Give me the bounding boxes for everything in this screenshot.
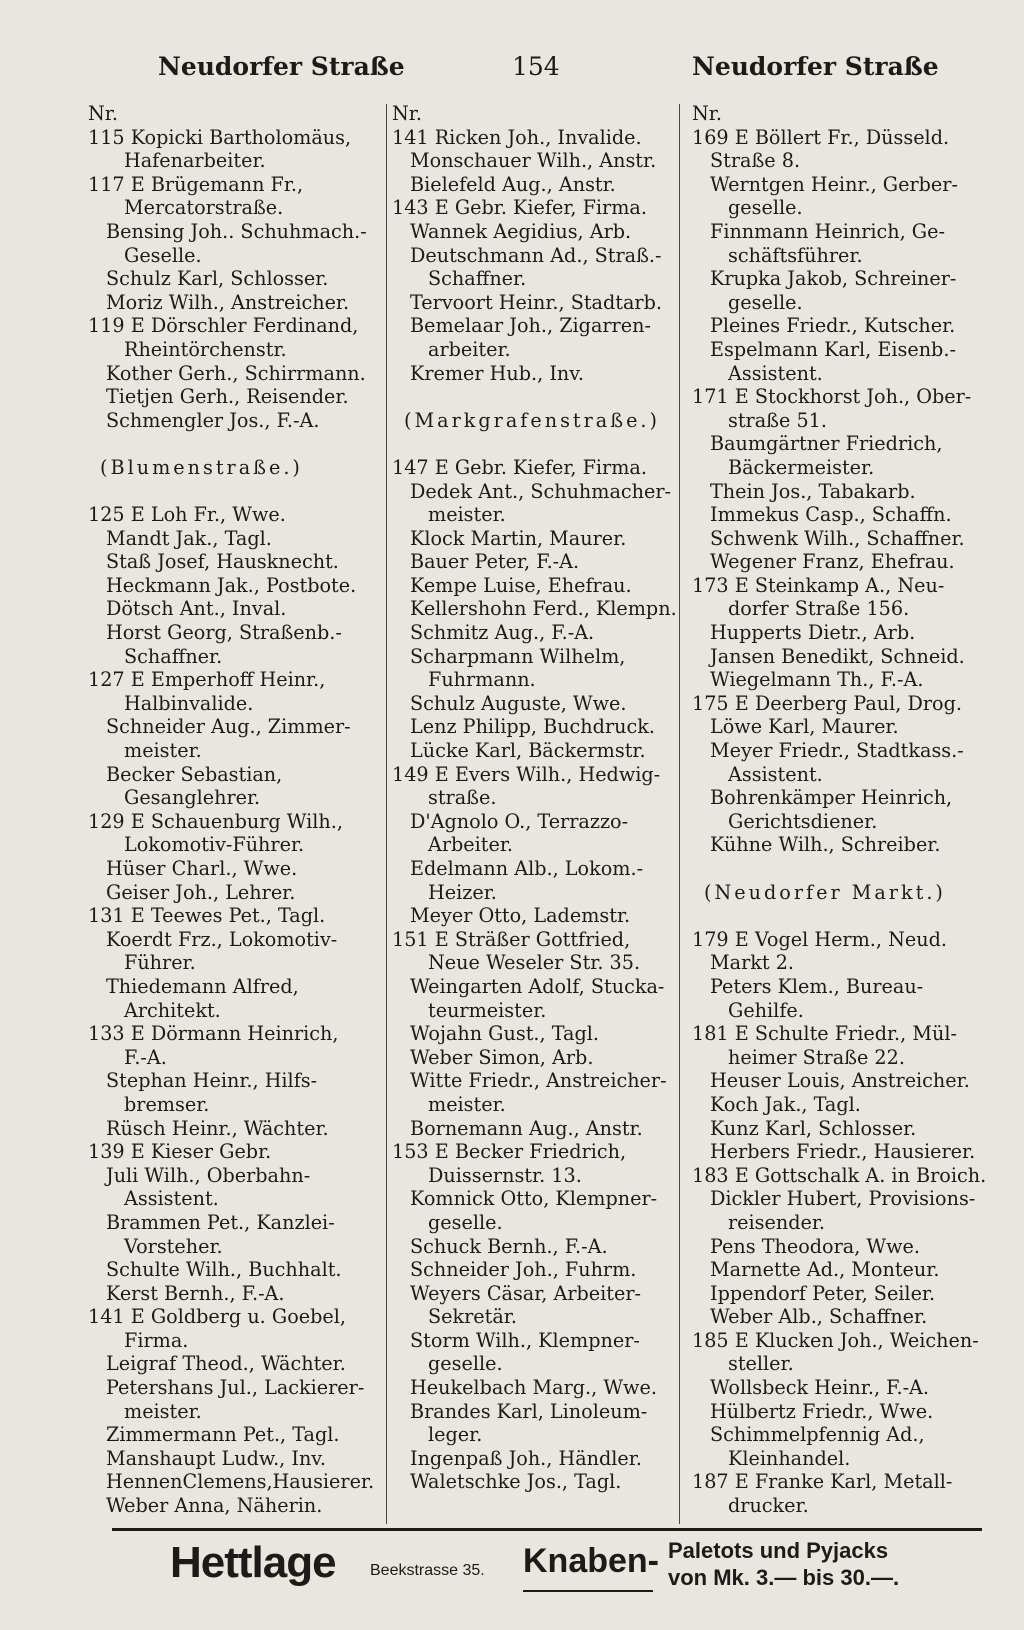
street-section-heading: (Markgrafenstraße.) xyxy=(404,408,661,432)
resident-entry: Kellershohn Ferd., Klempn. xyxy=(410,597,677,621)
house-number-entry: 153 E Becker Friedrich, xyxy=(392,1140,627,1164)
resident-entry: Ippendorf Peter, Seiler. xyxy=(710,1281,936,1305)
house-number-entry: 129 E Schauenburg Wilh., xyxy=(88,809,343,833)
entry-continuation: bremser. xyxy=(124,1092,210,1116)
footer-divider xyxy=(112,1528,982,1531)
resident-entry: Moriz Wilh., Anstreicher. xyxy=(106,290,350,314)
house-number-entry: 179 E Vogel Herm., Neud. xyxy=(692,927,947,951)
resident-entry: Monschauer Wilh., Anstr. xyxy=(410,149,657,173)
resident-entry: Schuck Bernh., F.-A. xyxy=(410,1234,608,1258)
spacer xyxy=(692,857,997,881)
resident-entry: Meyer Friedr., Stadtkass.- xyxy=(710,739,964,763)
spacer xyxy=(392,385,684,409)
entry-continuation: Assistent. xyxy=(728,361,823,385)
resident-entry: Mandt Jak., Tagl. xyxy=(106,526,272,550)
entry-continuation: Gesanglehrer. xyxy=(124,786,261,810)
entry-continuation: geselle. xyxy=(728,196,803,220)
entry-continuation: straße. xyxy=(428,786,497,810)
resident-entry: Weingarten Adolf, Stucka- xyxy=(410,974,665,998)
resident-entry: Baumgärtner Friedrich, xyxy=(710,432,943,456)
spacer xyxy=(692,904,997,928)
resident-entry: Immekus Casp., Schaffn. xyxy=(710,503,952,527)
entry-continuation: Schaffner. xyxy=(124,644,223,668)
resident-entry: Kother Gerh., Schirrmann. xyxy=(106,361,366,385)
entry-continuation: Hafenarbeiter. xyxy=(124,149,266,173)
resident-entry: Marnette Ad., Monteur. xyxy=(710,1258,940,1282)
resident-entry: Zimmermann Pet., Tagl. xyxy=(106,1423,340,1447)
entry-continuation: reisender. xyxy=(728,1210,826,1234)
entry-continuation: Assistent. xyxy=(728,762,823,786)
resident-entry: Brammen Pet., Kanzlei- xyxy=(106,1210,335,1234)
resident-entry: Dickler Hubert, Provisions- xyxy=(710,1187,976,1211)
left-running-title: Neudorfer Straße xyxy=(158,52,405,81)
entry-continuation: Architekt. xyxy=(124,998,221,1022)
advertisement xyxy=(0,1538,1024,1598)
resident-entry: Rüsch Heinr., Wächter. xyxy=(106,1116,329,1140)
resident-entry: Tietjen Gerh., Reisender. xyxy=(106,385,349,409)
resident-entry: Schmengler Jos., F.-A. xyxy=(106,408,320,432)
page-number: 154 xyxy=(512,52,560,81)
spacer xyxy=(88,432,388,456)
resident-entry: Weber Anna, Näherin. xyxy=(106,1494,323,1518)
resident-entry: Dötsch Ant., Inval. xyxy=(106,597,287,621)
house-number-entry: 115 Kopicki Bartholomäus, xyxy=(88,125,352,149)
resident-entry: Bauer Peter, F.-A. xyxy=(410,550,580,574)
entry-continuation: Geselle. xyxy=(124,243,202,267)
entry-continuation: Assistent. xyxy=(124,1187,219,1211)
resident-entry: Edelmann Alb., Lokom.- xyxy=(410,857,644,880)
house-number-entry: 139 E Kieser Gebr. xyxy=(88,1140,272,1164)
resident-entry: Dedek Ant., Schuhmacher- xyxy=(410,479,672,503)
entry-continuation: drucker. xyxy=(728,1494,809,1518)
entry-continuation: steller. xyxy=(728,1352,794,1376)
ad-prices: von Mk. 3.— bis 30.—. xyxy=(668,1565,900,1590)
resident-entry: Stephan Heinr., Hilfs- xyxy=(106,1069,318,1093)
street-section-heading: (Neudorfer Markt.) xyxy=(704,880,946,904)
spacer xyxy=(392,432,684,456)
resident-entry: Brandes Karl, Linoleum- xyxy=(410,1399,648,1423)
entry-continuation: Kleinhandel. xyxy=(728,1446,851,1470)
entry-continuation: dorfer Straße 156. xyxy=(728,597,910,621)
resident-entry: Scharpmann Wilhelm, xyxy=(410,644,626,668)
entry-continuation: geselle. xyxy=(728,290,803,314)
entry-continuation: Heizer. xyxy=(428,880,497,904)
entry-continuation: Fuhrmann. xyxy=(428,668,536,692)
resident-entry: Peters Klem., Bureau- xyxy=(710,974,924,998)
resident-entry: Pens Theodora, Wwe. xyxy=(710,1234,921,1258)
entry-continuation: Gehilfe. xyxy=(728,998,804,1022)
resident-entry: Thiedemann Alfred, xyxy=(106,974,299,998)
resident-entry: Heuser Louis, Anstreicher. xyxy=(710,1069,970,1093)
resident-entry: Werntgen Heinr., Gerber- xyxy=(710,172,958,196)
resident-entry: Ingenpaß Joh., Händler. xyxy=(410,1446,642,1470)
directory-column-3 xyxy=(692,102,997,1518)
entry-continuation: Duissernstr. 13. xyxy=(428,1163,582,1187)
page-header xyxy=(0,52,1024,92)
resident-entry: Weber Alb., Schaffner. xyxy=(710,1305,928,1329)
house-number-entry: 187 E Franke Karl, Metall- xyxy=(692,1470,953,1494)
column-label: Nr. xyxy=(692,102,722,125)
ad-category: Knaben- xyxy=(523,1542,659,1580)
resident-entry: Kremer Hub., Inv. xyxy=(410,361,584,385)
resident-entry: HennenClemens,Hausierer. xyxy=(106,1470,375,1494)
street-section-heading: (Blumenstraße.) xyxy=(100,455,303,479)
resident-entry: Bielefeld Aug., Anstr. xyxy=(410,172,616,196)
resident-entry: Kempe Luise, Ehefrau. xyxy=(410,573,632,597)
resident-entry: Wojahn Gust., Tagl. xyxy=(410,1022,599,1046)
entry-continuation: Rheintörchenstr. xyxy=(124,337,287,361)
ad-address: Beekstrasse 35. xyxy=(370,1562,485,1579)
resident-entry: Waletschke Jos., Tagl. xyxy=(410,1470,622,1494)
resident-entry: Schulz Auguste, Wwe. xyxy=(410,691,627,715)
house-number-entry: 125 E Loh Fr., Wwe. xyxy=(88,503,286,527)
house-number-entry: 181 E Schulte Friedr., Mül- xyxy=(692,1022,957,1046)
resident-entry: Löwe Karl, Maurer. xyxy=(710,715,899,739)
entry-continuation: Gerichtsdiener. xyxy=(728,809,878,833)
resident-entry: Schwenk Wilh., Schaffner. xyxy=(710,526,965,550)
resident-entry: Finnmann Heinrich, Ge- xyxy=(710,219,945,243)
entry-continuation: Firma. xyxy=(124,1328,189,1352)
resident-entry: Wiegelmann Th., F.-A. xyxy=(710,668,924,692)
entry-continuation: arbeiter. xyxy=(428,337,511,361)
ad-underline xyxy=(523,1590,653,1592)
entry-continuation: teurmeister. xyxy=(428,998,547,1022)
resident-entry: Pleines Friedr., Kutscher. xyxy=(710,314,956,338)
house-number-entry: 141 Ricken Joh., Invalide. xyxy=(392,125,642,149)
resident-entry: Schmitz Aug., F.-A. xyxy=(410,621,595,645)
entry-continuation: Führer. xyxy=(124,951,196,975)
entry-continuation: meister. xyxy=(124,1399,202,1423)
resident-entry: Koch Jak., Tagl. xyxy=(710,1092,861,1116)
resident-entry: Wollsbeck Heinr., F.-A. xyxy=(710,1376,930,1400)
entry-continuation: geselle. xyxy=(428,1352,503,1376)
house-number-entry: 173 E Steinkamp A., Neu- xyxy=(692,573,945,597)
resident-entry: Witte Friedr., Anstreicher- xyxy=(410,1069,667,1093)
entry-continuation: schäftsführer. xyxy=(728,243,863,267)
resident-entry: Jansen Benedikt, Schneid. xyxy=(710,644,965,668)
entry-continuation: Mercatorstraße. xyxy=(124,196,284,220)
entry-continuation: Vorsteher. xyxy=(124,1234,223,1258)
resident-entry: Staß Josef, Hausknecht. xyxy=(106,550,339,574)
resident-entry: Schneider Aug., Zimmer- xyxy=(106,715,351,739)
entry-continuation: meister. xyxy=(124,739,202,763)
resident-entry: Becker Sebastian, xyxy=(106,762,283,786)
house-number-entry: 141 E Goldberg u. Goebel, xyxy=(88,1305,346,1329)
house-number-entry: 171 E Stockhorst Joh., Ober- xyxy=(692,385,972,409)
entry-continuation: Sekretär. xyxy=(428,1305,517,1329)
resident-entry: Kunz Karl, Schlosser. xyxy=(710,1116,917,1140)
resident-entry: Weyers Cäsar, Arbeiter- xyxy=(410,1281,642,1305)
ad-products: Paletots und Pyjacks xyxy=(668,1538,889,1563)
resident-entry: Hülbertz Friedr., Wwe. xyxy=(710,1399,934,1423)
resident-entry: Storm Wilh., Klempner- xyxy=(410,1328,640,1352)
entry-continuation: leger. xyxy=(428,1423,483,1447)
resident-entry: Weber Simon, Arb. xyxy=(410,1045,594,1069)
resident-entry: Schulte Wilh., Buchhalt. xyxy=(106,1258,342,1282)
resident-entry: Bornemann Aug., Anstr. xyxy=(410,1116,643,1140)
entry-continuation: Arbeiter. xyxy=(428,833,514,857)
resident-entry: Horst Georg, Straßenb.- xyxy=(106,621,342,645)
resident-entry: Bohrenkämper Heinrich, xyxy=(710,786,953,810)
entry-continuation: Schaffner. xyxy=(428,267,527,291)
house-number-entry: 127 E Emperhoff Heinr., xyxy=(88,668,326,692)
entry-continuation: Lokomotiv-Führer. xyxy=(124,833,305,857)
resident-entry: Koerdt Frz., Lokomotiv- xyxy=(106,927,338,951)
column-label: Nr. xyxy=(392,102,422,125)
resident-entry: Herbers Friedr., Hausierer. xyxy=(710,1140,976,1164)
resident-entry: Manshaupt Ludw., Inv. xyxy=(106,1446,326,1470)
resident-entry: Wegener Franz, Ehefrau. xyxy=(710,550,955,574)
resident-entry: Kühne Wilh., Schreiber. xyxy=(710,833,941,857)
entry-continuation: Bäckermeister. xyxy=(728,455,875,479)
resident-entry: Lenz Philipp, Buchdruck. xyxy=(410,715,655,739)
house-number-entry: 147 E Gebr. Kiefer, Firma. xyxy=(392,455,647,479)
house-number-entry: 185 E Klucken Joh., Weichen- xyxy=(692,1328,979,1352)
column-label: Nr. xyxy=(88,102,118,125)
house-number-entry: 143 E Gebr. Kiefer, Firma. xyxy=(392,196,647,220)
resident-entry: Straße 8. xyxy=(710,149,801,173)
resident-entry: Kerst Bernh., F.-A. xyxy=(106,1281,285,1305)
resident-entry: Komnick Otto, Klempner- xyxy=(410,1187,658,1211)
resident-entry: Geiser Joh., Lehrer. xyxy=(106,880,296,904)
house-number-entry: 119 E Dörschler Ferdinand, xyxy=(88,314,359,338)
resident-entry: Krupka Jakob, Schreiner- xyxy=(710,267,957,291)
resident-entry: Heckmann Jak., Postbote. xyxy=(106,573,357,597)
entry-continuation: meister. xyxy=(428,503,506,527)
resident-entry: Hupperts Dietr., Arb. xyxy=(710,621,916,645)
resident-entry: Bensing Joh.. Schuhmach.- xyxy=(106,219,367,243)
house-number-entry: 183 E Gottschalk A. in Broich. xyxy=(692,1163,987,1187)
resident-entry: Lücke Karl, Bäckermstr. xyxy=(410,739,646,763)
spacer xyxy=(88,480,388,504)
resident-entry: Wannek Aegidius, Arb. xyxy=(410,219,632,243)
right-running-title: Neudorfer Straße xyxy=(692,52,939,81)
resident-entry: Hüser Charl., Wwe. xyxy=(106,857,298,880)
resident-entry: Schimmelpfennig Ad., xyxy=(710,1423,925,1447)
resident-entry: Juli Wilh., Oberbahn- xyxy=(106,1163,311,1187)
resident-entry: Tervoort Heinr., Stadtarb. xyxy=(410,290,662,314)
resident-entry: Heukelbach Marg., Wwe. xyxy=(410,1376,657,1400)
entry-continuation: straße 51. xyxy=(728,408,827,432)
entry-continuation: F.-A. xyxy=(124,1045,167,1069)
resident-entry: D'Agnolo O., Terrazzo- xyxy=(410,809,629,833)
resident-entry: Espelmann Karl, Eisenb.- xyxy=(710,337,956,361)
resident-entry: Thein Jos., Tabakarb. xyxy=(710,479,916,503)
entry-continuation: geselle. xyxy=(428,1210,503,1234)
resident-entry: Klock Martin, Maurer. xyxy=(410,526,627,550)
house-number-entry: 131 E Teewes Pet., Tagl. xyxy=(88,904,326,928)
entry-continuation: meister. xyxy=(428,1092,506,1116)
house-number-entry: 117 E Brügemann Fr., xyxy=(88,172,304,196)
resident-entry: Schulz Karl, Schlosser. xyxy=(106,267,329,291)
house-number-entry: 133 E Dörmann Heinrich, xyxy=(88,1022,339,1046)
directory-column-1 xyxy=(88,102,388,1518)
entry-continuation: Halbinvalide. xyxy=(124,691,254,715)
resident-entry: Markt 2. xyxy=(710,951,795,975)
house-number-entry: 169 E Böllert Fr., Düsseld. xyxy=(692,125,950,149)
house-number-entry: 175 E Deerberg Paul, Drog. xyxy=(692,691,962,715)
directory-column-2 xyxy=(392,102,684,1494)
resident-entry: Meyer Otto, Lademstr. xyxy=(410,904,631,928)
resident-entry: Bemelaar Joh., Zigarren- xyxy=(410,314,651,338)
entry-continuation: heimer Straße 22. xyxy=(728,1045,905,1069)
resident-entry: Schneider Joh., Fuhrm. xyxy=(410,1258,637,1282)
resident-entry: Leigraf Theod., Wächter. xyxy=(106,1352,346,1376)
house-number-entry: 149 E Evers Wilh., Hedwig- xyxy=(392,762,661,786)
resident-entry: Petershans Jul., Lackierer- xyxy=(106,1376,365,1400)
house-number-entry: 151 E Sträßer Gottfried, xyxy=(392,927,631,951)
resident-entry: Deutschmann Ad., Straß.- xyxy=(410,243,662,267)
entry-continuation: Neue Weseler Str. 35. xyxy=(428,951,641,975)
ad-brand: Hettlage xyxy=(170,1538,336,1587)
